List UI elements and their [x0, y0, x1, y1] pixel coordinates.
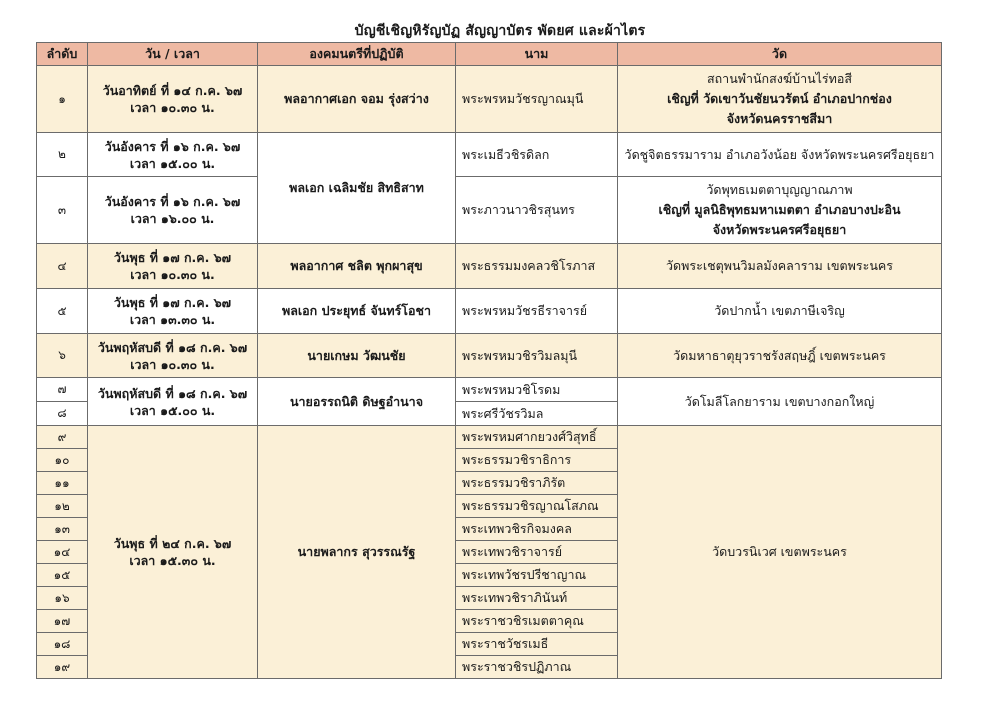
- row-number: ๑๖: [37, 587, 88, 610]
- monk-name: พระเทพวัชรปรีชาญาณ: [456, 564, 618, 587]
- date-text: วันพฤหัสบดี ที่ ๑๘ ก.ค. ๖๗: [97, 385, 248, 401]
- date-text: วันพุธ ที่ ๑๗ ก.ค. ๖๗: [113, 250, 232, 265]
- temple-line: จังหวัดนครราชสีมา: [726, 111, 833, 126]
- row-number: ๑๒: [37, 495, 88, 518]
- temple-cell: [618, 289, 942, 334]
- temple-line: วัดบวรนิเวศ เขตพระนคร: [712, 544, 847, 559]
- date-text: วันพุธ ที่ ๒๔ ก.ค. ๖๗: [113, 536, 232, 551]
- monk-name: พระเทพวชิราจารย์: [456, 541, 618, 564]
- monk-name: พระศรีวัชรวิมล: [456, 402, 618, 426]
- councillor-cell: พลเอก เฉลิมชัย สิทธิสาท: [258, 133, 456, 244]
- monk-name: พระพรหมศากยวงศ์วิสุทธิ์: [456, 426, 618, 449]
- temple-cell: [618, 177, 942, 244]
- temple-line: วัดโมลีโลกยาราม เขตบางกอกใหญ่: [684, 393, 875, 409]
- row-number: ๙: [37, 426, 88, 449]
- row-number: ๗: [37, 378, 88, 402]
- temple-cell: [618, 378, 942, 426]
- date-time-cell: [88, 378, 258, 426]
- time-text: เวลา ๑๐.๓๐ น.: [130, 356, 215, 372]
- header-councillor: องคมนตรีที่ปฏิบัติ: [258, 43, 456, 66]
- row-number: ๑๔: [37, 541, 88, 564]
- table-row: [37, 244, 942, 289]
- councillor-cell: นายอรรถนิติ ดิษฐอำนาจ: [258, 378, 456, 426]
- header-name: นาม: [456, 43, 618, 66]
- row-number: ๔: [37, 244, 88, 289]
- header-temple: วัด: [618, 43, 942, 66]
- temple-line: จังหวัดพระนครศรีอยุธยา: [712, 222, 847, 237]
- time-text: เวลา ๑๐.๓๐ น.: [130, 100, 215, 115]
- date-time-cell: [88, 289, 258, 334]
- time-text: เวลา ๑๕.๐๐ น.: [129, 402, 216, 418]
- header-date-time: วัน / เวลา: [88, 43, 258, 66]
- councillor-cell: นายพลากร สุวรรณรัฐ: [258, 426, 456, 679]
- councillor-cell: พลเอก ประยุทธ์ จันทร์โอชา: [258, 289, 456, 334]
- monk-name: พระเมธีวชิรดิลก: [456, 133, 618, 177]
- row-number: ๓: [37, 177, 88, 244]
- monk-name: พระพรหมวัชรธีราจารย์: [456, 289, 618, 334]
- row-number: ๑๕: [37, 564, 88, 587]
- councillor-cell: พลอากาศ ชลิต พุกผาสุข: [258, 244, 456, 289]
- row-number: ๑๓: [37, 518, 88, 541]
- monk-name: พระธรรมวชิรญาณโสภณ: [456, 495, 618, 518]
- monk-name: พระธรรมมงคลวชิโรภาส: [456, 244, 618, 289]
- monk-name: พระพรหมวัชรญาณมุนี: [456, 66, 618, 133]
- temple-cell: [618, 426, 942, 679]
- date-time-cell: [88, 133, 258, 177]
- time-text: เวลา ๑๕.๐๐ น.: [129, 155, 216, 171]
- row-number: ๒: [37, 133, 88, 177]
- monk-name: พระเทพวชิราภินันท์: [456, 587, 618, 610]
- monk-name: พระราชวชิรเมตตาคุณ: [456, 610, 618, 633]
- monk-name: พระราชวชิรปฏิภาณ: [456, 656, 618, 679]
- monk-name: พระธรรมวชิราธิการ: [456, 449, 618, 472]
- monk-name: พระพรหมวชิรวิมลมุนี: [456, 334, 618, 378]
- temple-line: วัดมหาธาตุยุวราชรังสฤษฎิ์ เขตพระนคร: [673, 347, 886, 363]
- time-text: เวลา ๑๐.๓๐ น.: [130, 267, 215, 282]
- row-number: ๖: [37, 334, 88, 378]
- row-number: ๑๐: [37, 449, 88, 472]
- row-number: ๑: [37, 66, 88, 133]
- temple-line: วัดชูจิตธรรมาราม อำเภอวังน้อย จังหวัดพระนครศรีอยุธยา: [624, 146, 935, 162]
- row-number: ๑๗: [37, 610, 88, 633]
- date-time-cell: [88, 66, 258, 133]
- temple-line: วัดพระเชตุพนวิมลมังคลาราม เขตพระนคร: [666, 258, 893, 273]
- monk-name: พระพรหมวชิโรดม: [456, 378, 618, 402]
- table-row: [37, 177, 942, 244]
- date-text: วันพฤหัสบดี ที่ ๑๘ ก.ค. ๖๗: [97, 339, 248, 355]
- table-row: [37, 289, 942, 334]
- temple-line: วัดปากน้ำ เขตภาษีเจริญ: [714, 303, 845, 318]
- monk-name: พระธรรมวชิราภิรัต: [456, 472, 618, 495]
- date-time-cell: [88, 177, 258, 244]
- councillor-cell: พลอากาศเอก จอม รุ่งสว่าง: [258, 66, 456, 133]
- table-row: [37, 426, 942, 449]
- ceremony-table: [36, 42, 942, 679]
- date-text: วันอังคาร ที่ ๑๖ ก.ค. ๖๗: [104, 194, 241, 209]
- temple-line: สถานพำนักสงฆ์บ้านไร่ทอสี: [706, 71, 853, 86]
- row-number: ๕: [37, 289, 88, 334]
- monk-name: พระราชวัชรเมธี: [456, 633, 618, 656]
- councillor-cell: นายเกษม วัฒนชัย: [258, 334, 456, 378]
- monk-name: พระเทพวชิรกิจมงคล: [456, 518, 618, 541]
- document-title: บัญชีเชิญหิรัญบัฏ สัญญาบัตร พัดยศ และผ้าไตร: [354, 23, 646, 39]
- row-number: ๘: [37, 402, 88, 426]
- header-order: ลำดับ: [37, 43, 88, 66]
- time-text: เวลา ๑๕.๓๐ น.: [129, 553, 216, 568]
- date-time-cell: [88, 334, 258, 378]
- temple-cell: [618, 133, 942, 177]
- time-text: เวลา ๑๓.๓๐ น.: [129, 312, 216, 327]
- date-text: วันพุธ ที่ ๑๗ ก.ค. ๖๗: [113, 295, 232, 310]
- table-row: [37, 378, 942, 402]
- temple-line: วัดพุทธเมตตาบุญญาณภาพ: [706, 182, 853, 197]
- table-row: [37, 133, 942, 177]
- temple-cell: [618, 244, 942, 289]
- table-row: [37, 66, 942, 133]
- temple-cell: [618, 66, 942, 133]
- date-text: วันอังคาร ที่ ๑๖ ก.ค. ๖๗: [104, 138, 241, 154]
- monk-name: พระภาวนาวชิรสุนทร: [456, 177, 618, 244]
- row-number: ๑๑: [37, 472, 88, 495]
- date-text: วันอาทิตย์ ที่ ๑๔ ก.ค. ๖๗: [102, 83, 243, 98]
- temple-line: เชิญที่ วัดเขาวันชัยนวรัตน์ อำเภอปากช่อง: [667, 91, 892, 106]
- date-time-cell: [88, 426, 258, 679]
- time-text: เวลา ๑๖.๐๐ น.: [130, 211, 215, 226]
- temple-line: เชิญที่ มูลนิธิพุทธมหาเมตตา อำเภอบางปะอิน: [658, 202, 901, 217]
- temple-cell: [618, 334, 942, 378]
- table-header-row: [37, 43, 942, 66]
- date-time-cell: [88, 244, 258, 289]
- row-number: ๑๘: [37, 633, 88, 656]
- table-row: [37, 334, 942, 378]
- row-number: ๑๙: [37, 656, 88, 679]
